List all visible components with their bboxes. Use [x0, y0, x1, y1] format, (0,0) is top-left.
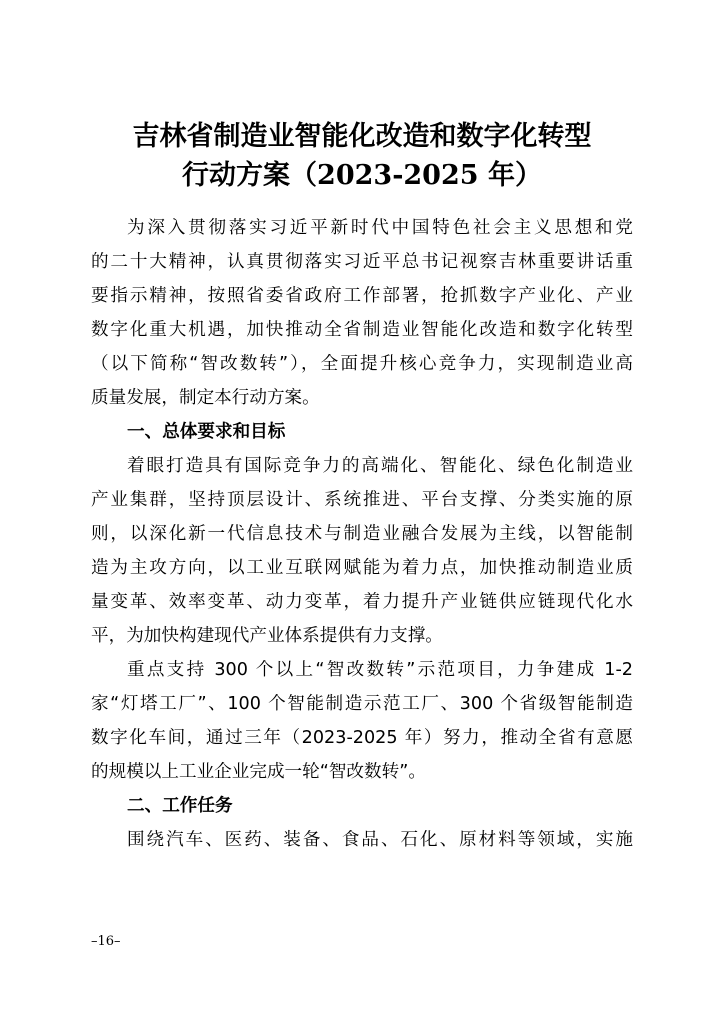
paragraph-line: 着眼打造具有国际竞争力的高端化、智能化、绿色化制造业	[127, 456, 633, 476]
paragraph-line: 的二十大精神，认真贯彻落实习近平总书记视察吉林重要讲话重	[91, 252, 633, 272]
paragraph-line: 数字化车间，通过三年（2023-2025 年）努力，推动全省有意愿	[91, 728, 633, 748]
paragraph-line: 重点支持 300 个以上“智改数转”示范项目，力争建成 1-2	[127, 660, 633, 680]
page-number: –16–	[91, 934, 121, 949]
paragraph-line: 围绕汽车、医药、装备、食品、石化、原材料等领域，实施	[127, 830, 633, 850]
section-heading: 二、工作任务	[127, 796, 233, 816]
paragraph-line: 的规模以上工业企业完成一轮“智改数转”。	[91, 762, 426, 782]
paragraph-line: 平，为加快构建现代产业体系提供有力支撑。	[91, 626, 443, 646]
paragraph-line: 质量发展，制定本行动方案。	[91, 388, 320, 408]
paragraph-line: 造为主攻方向，以工业互联网赋能为着力点，加快推动制造业质	[91, 558, 633, 578]
section-heading: 一、总体要求和目标	[127, 422, 286, 442]
paragraph-line: 为深入贯彻落实习近平新时代中国特色社会主义思想和党	[127, 218, 633, 238]
paragraph-line: 家“灯塔工厂”、100 个智能制造示范工厂、300 个省级智能制造	[91, 694, 633, 714]
paragraph-line: 要指示精神，按照省委省政府工作部署，抢抓数字产业化、产业	[91, 286, 633, 306]
paragraph-line: 产业集群，坚持顶层设计、系统推进、平台支撑、分类实施的原	[91, 490, 633, 510]
paragraph-line: （以下简称“智改数转”），全面提升核心竞争力，实现制造业高	[91, 354, 633, 374]
document-title-line-2: 行动方案（2023-2025 年）	[182, 160, 542, 191]
paragraph-line: 量变革、效率变革、动力变革，着力提升产业链供应链现代化水	[91, 592, 633, 612]
paragraph-line: 则，以深化新一代信息技术与制造业融合发展为主线，以智能制	[91, 524, 633, 544]
paragraph-line: 数字化重大机遇，加快推动全省制造业智能化改造和数字化转型	[91, 320, 633, 340]
document-title-line-1: 吉林省制造业智能化改造和数字化转型	[132, 121, 592, 152]
